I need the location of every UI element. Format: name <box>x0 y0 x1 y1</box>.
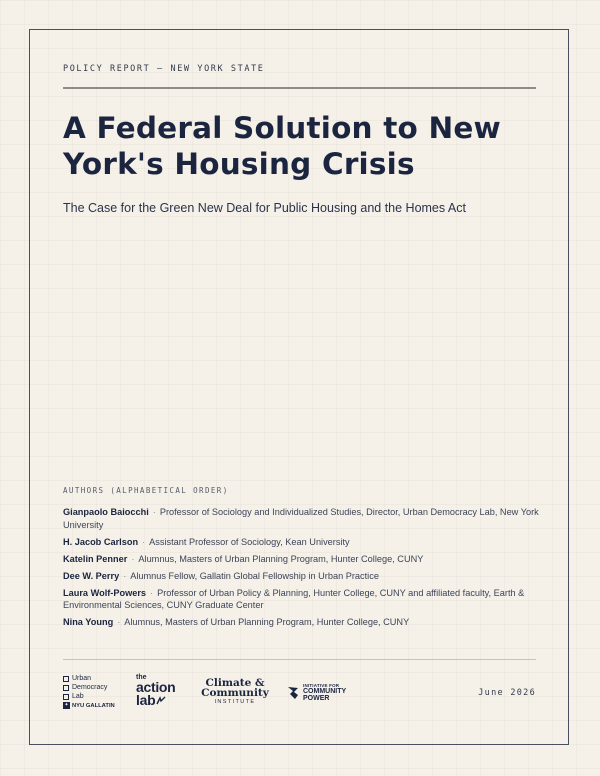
icp-line-2: COMMUNITY <box>303 688 347 695</box>
author-name: Gianpaolo Baiocchi <box>63 507 149 517</box>
author-item <box>63 616 541 629</box>
action-lab-icon <box>156 696 166 705</box>
author-name: Nina Young <box>63 617 114 627</box>
author-separator: · <box>150 587 154 598</box>
udl-line-2: Democracy <box>72 684 108 691</box>
udl-line-3: Lab <box>72 693 84 700</box>
climate-line-1: Climate & <box>205 677 265 689</box>
report-eyebrow: POLICY REPORT — NEW YORK STATE <box>63 64 265 74</box>
udl-nyu: NYU <box>72 702 85 709</box>
author-name: Katelin Penner <box>63 553 128 564</box>
action-lab-action: action <box>136 679 176 695</box>
author-affiliation: Alumnus Fellow, Gallatin Global Fellowship in Urban Practice <box>130 570 379 581</box>
report-subtitle: The Case for the Green New Deal for Public Housing and the Homes Act <box>63 201 466 215</box>
author-separator: · <box>117 617 121 627</box>
top-divider <box>63 87 536 89</box>
initiative-community-power-logo <box>286 683 346 702</box>
action-lab-the: the <box>136 674 147 681</box>
author-affiliation: Alumnus, Masters of Urban Planning Program, Hunter College, CUNY <box>138 553 424 564</box>
authors-heading: AUTHORS (ALPHABETICAL ORDER) <box>63 486 229 495</box>
icp-line-1: INITIATIVE FOR <box>303 683 340 688</box>
author-name: Laura Wolf-Powers <box>63 587 147 598</box>
climate-community-institute-logo <box>201 678 269 706</box>
author-affiliation: Assistant Professor of Sociology, Kean University <box>149 536 350 547</box>
square-box-icon <box>63 694 69 700</box>
action-lab-logo <box>136 674 175 707</box>
author-name: Dee W. Perry <box>63 570 120 581</box>
author-item <box>63 506 541 531</box>
icp-mark-icon <box>286 685 300 701</box>
author-name: H. Jacob Carlson <box>63 536 139 547</box>
square-box-icon <box>63 676 69 682</box>
climate-line-2: Community <box>201 687 269 699</box>
urban-democracy-lab-logo <box>63 674 123 709</box>
author-separator: · <box>123 570 127 581</box>
author-item <box>63 570 541 583</box>
author-affiliation: Professor of Urban Policy & Planning, Hunter College, CUNY and affiliated faculty, Earth & Environmental Sciences, CUNY Graduate Center <box>63 587 525 610</box>
author-item <box>63 536 541 549</box>
author-separator: · <box>152 507 156 517</box>
author-list <box>63 506 541 633</box>
climate-line-3: INSTITUTE <box>214 699 256 705</box>
square-box-icon <box>63 685 69 691</box>
udl-line-1: Urban <box>72 675 92 682</box>
report-title: A Federal Solution to New York's Housing Crisis <box>63 111 501 181</box>
author-separator: · <box>131 553 135 564</box>
author-item <box>63 553 541 566</box>
nyu-torch-icon: ✦ <box>64 702 69 708</box>
author-affiliation: Alumnus, Masters of Urban Planning Program, Hunter College, CUNY <box>124 617 410 627</box>
report-date: June 2026 <box>478 688 536 698</box>
author-item <box>63 587 541 612</box>
icp-line-3: POWER <box>303 695 330 702</box>
author-affiliation: Professor of Sociology and Individualized Studies, Director, Urban Democracy Lab, New York University <box>63 507 539 530</box>
action-lab-lab: lab <box>136 692 156 708</box>
author-separator: · <box>142 536 146 547</box>
bottom-divider <box>63 659 536 660</box>
udl-gallatin: GALLATIN <box>85 702 115 709</box>
